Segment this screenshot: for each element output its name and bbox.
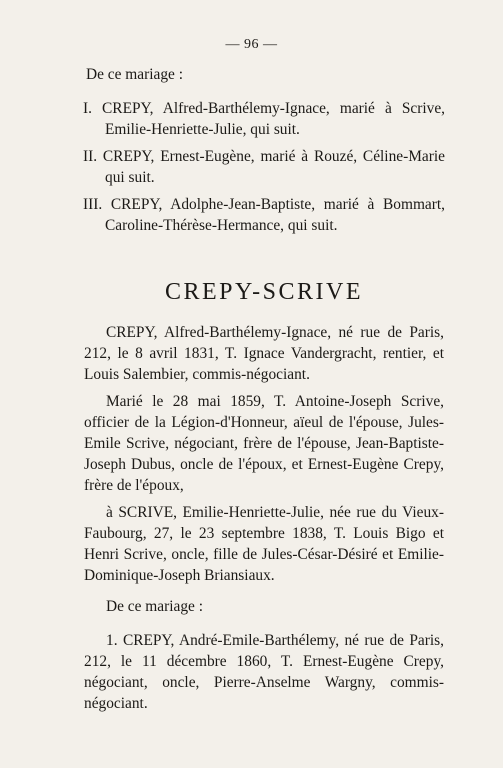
section-heading: CREPY-SCRIVE [164, 279, 364, 305]
marriage-paragraph: Marié le 28 mai 1859, T. Antoine-Joseph Scrive, officier de la Légion-d'Honneur, aïeul de l'épouse, Jules-Emile Scrive, négociant, frère de l'épouse, Jean-Baptiste-Joseph Dubus, oncle de l'époux, et Ernest-Eugène Crepy, frère de l'époux, [84, 393, 444, 494]
birth-paragraph: CREPY, Alfred-Barthélemy-Ignace, né rue de Paris, 212, le 8 avril 1831, T. Ignace Vandergracht, rentier, et Louis Salembier, commis-négociant. [84, 324, 444, 383]
child-entry-2: II. CREPY, Ernest-Eugène, marié à Rouzé, Céline-Marie qui suit. [83, 148, 445, 186]
intro-text-1: De ce mariage : [86, 66, 183, 83]
spouse-paragraph: à SCRIVE, Emilie-Henriette-Julie, née rue du Vieux-Faubourg, 27, le 23 septembre 1838, T. Louis Bigo et Henri Scrive, oncle, fille de Jules-César-Désiré et Emilie-Dominique-Joseph Briansiaux. [84, 504, 444, 584]
child-entry-4: 1. CREPY, André-Emile-Barthélemy, né rue de Paris, 212, le 11 décembre 1860, T. Ernest-Eugène Crepy, négociant, oncle, Pierre-Anselme Wargny, commis-négociant. [84, 632, 444, 712]
page-number: — 96 — [225, 37, 278, 52]
child-entry-1: I. CREPY, Alfred-Barthélemy-Ignace, marié à Scrive, Emilie-Henriette-Julie, qui suit. [83, 100, 445, 138]
intro-text-2: De ce mariage : [106, 598, 203, 615]
child-entry-3: III. CREPY, Adolphe-Jean-Baptiste, marié à Bommart, Caroline-Thérèse-Hermance, qui suit. [83, 196, 445, 234]
